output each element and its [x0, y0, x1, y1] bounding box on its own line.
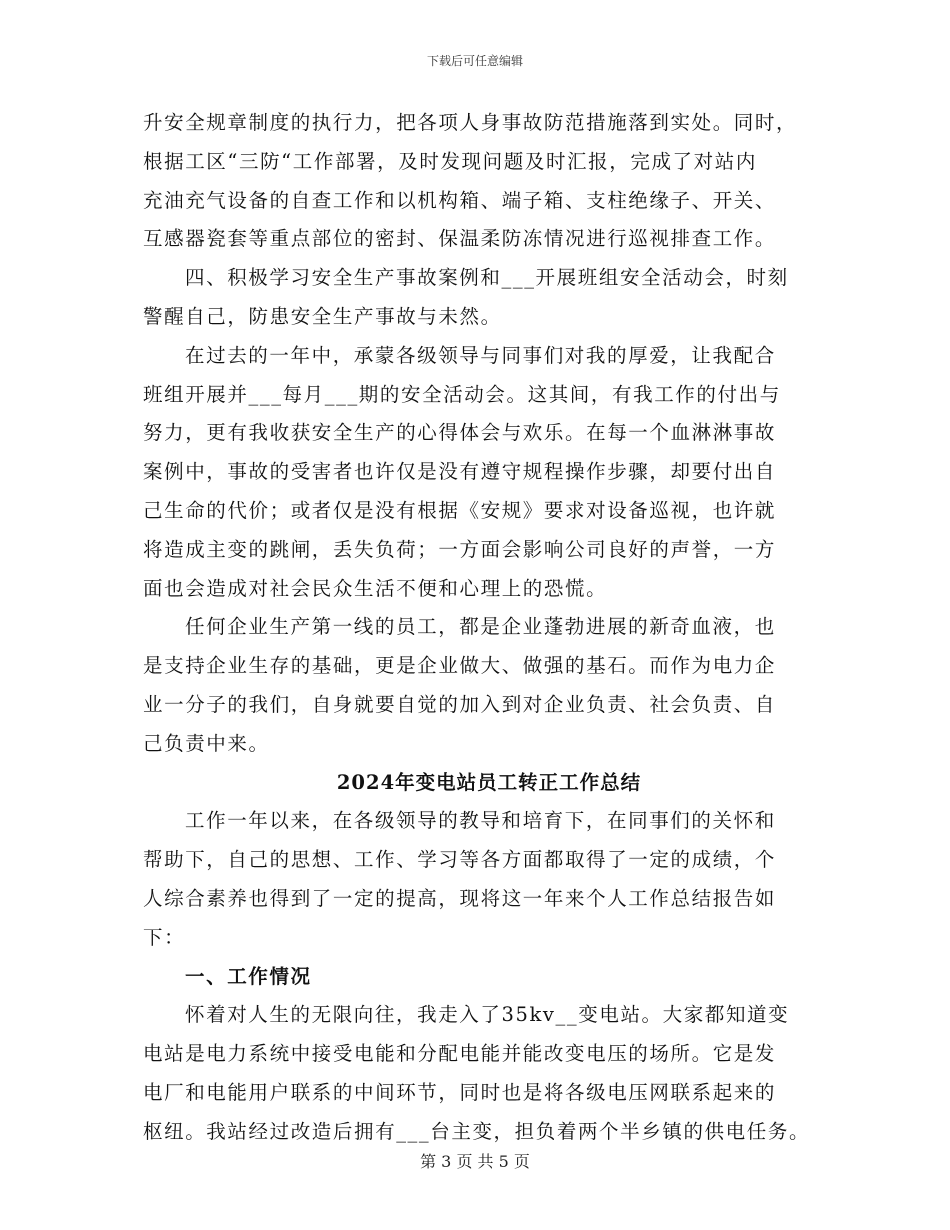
body-line: 枢纽。我站经过改造后拥有___台主变，担负着两个半乡镇的供电任务。 — [143, 1119, 811, 1143]
body-line: 是支持企业生存的基础，更是企业做大、做强的基石。而作为电力企 — [143, 654, 777, 678]
body-line: 电站是电力系统中接受电能和分配电能并能改变电压的场所。它是发 — [143, 1042, 777, 1066]
body-line: 电厂和电能用户联系的中间环节，同时也是将各级电压网联系起来的 — [143, 1080, 777, 1104]
body-line: 升安全规章制度的执行力，把各项人身事故防范措施落到实处。同时， — [143, 111, 798, 134]
body-line: 努力，更有我收获安全生产的心得体会与欢乐。在每一个血淋淋事故 — [143, 421, 777, 445]
page-header: 下载后可任意编辑 — [426, 54, 523, 68]
body-line: 面也会造成对社会民众生活不便和心理上的恐慌。 — [143, 576, 608, 600]
document-title: 2024年变电站员工转正工作总结 — [336, 770, 642, 794]
body-line: 人综合素养也得到了一定的提高，现将这一年来个人工作总结报告如 — [143, 886, 777, 910]
page-footer: 第 3 页 共 5 页 — [420, 1152, 530, 1171]
body-line: 四、积极学习安全生产事故案例和___开展班组安全活动会，时刻 — [185, 266, 789, 290]
body-line: 将造成主变的跳闸，丢失负荷；一方面会影响公司良好的声誉，一方 — [143, 537, 777, 561]
body-line: 根据工区“三防“工作部署，及时发现问题及时汇报，完成了对站内 — [143, 149, 757, 173]
section-heading: 一、工作情况 — [185, 964, 312, 988]
body-line: 案例中，事故的受害者也许仅是没有遵守规程操作步骤，却要付出自 — [143, 460, 777, 484]
body-line: 业一分子的我们，自身就要自觉的加入到对企业负责、社会负责、自 — [143, 692, 777, 716]
document-body — [143, 104, 823, 1152]
body-line: 己生命的代价；或者仅是没有根据《安规》要求对设备巡视，也许就 — [143, 498, 777, 522]
body-line: 下： — [143, 925, 186, 949]
body-line: 帮助下，自己的思想、工作、学习等各方面都取得了一定的成绩，个 — [143, 848, 777, 872]
body-line: 工作一年以来，在各级领导的教导和培育下，在同事们的关怀和 — [185, 809, 776, 833]
body-line: 班组开展并___每月___期的安全活动会。这其间，有我工作的付出与 — [143, 382, 781, 406]
body-line: 怀着对人生的无限向往，我走入了35kv__变电站。大家都知道变 — [185, 1003, 790, 1027]
body-line: 己负责中来。 — [143, 731, 270, 755]
body-line: 充油充气设备的自查工作和以机构箱、端子箱、支柱绝缘子、开关、 — [143, 188, 777, 212]
body-line: 警醒自己，防患安全生产事故与未然。 — [143, 304, 502, 328]
body-line: 任何企业生产第一线的员工，都是企业蓬勃进展的新奇血液，也 — [185, 615, 776, 639]
body-line: 互感器瓷套等重点部位的密封、保温柔防冻情况进行巡视排查工作。 — [143, 227, 777, 251]
body-line: 在过去的一年中，承蒙各级领导与同事们对我的厚爱，让我配合 — [185, 343, 776, 367]
